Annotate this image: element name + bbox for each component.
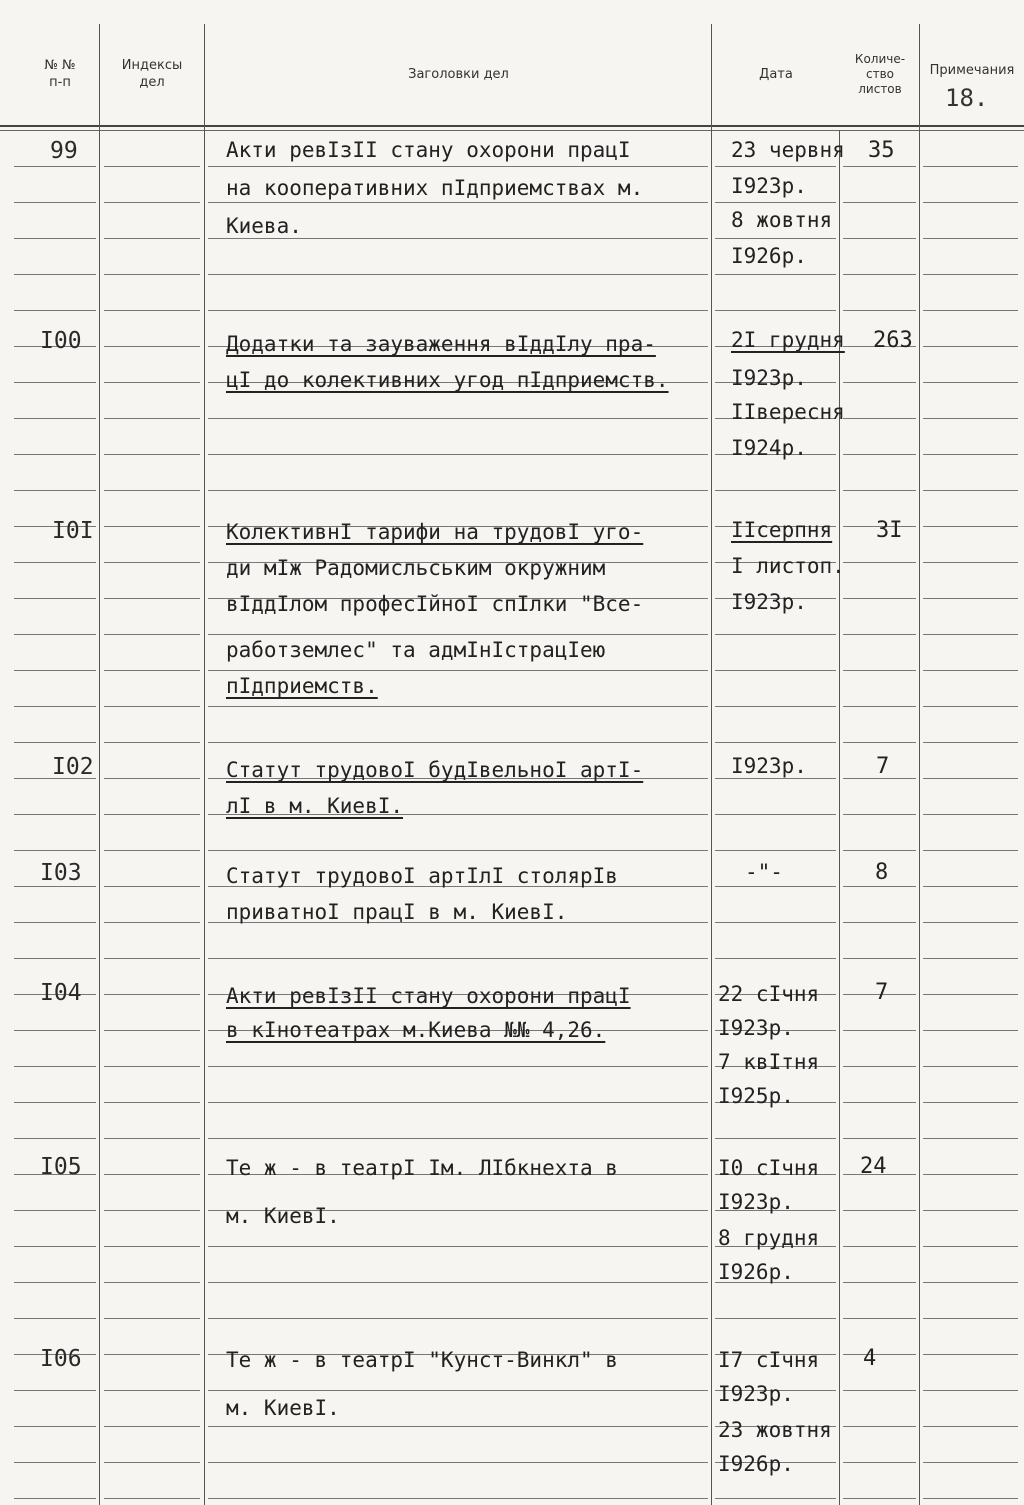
- ruled-line: [923, 1246, 1018, 1247]
- header-rule: [0, 125, 1024, 127]
- item-sheet-count: 24: [860, 1154, 887, 1179]
- ruled-line: [14, 1390, 96, 1391]
- ruled-line: [923, 1066, 1018, 1067]
- ruled-line: [208, 1498, 708, 1499]
- ruled-line: [923, 526, 1018, 527]
- column-divider: [204, 24, 205, 1505]
- ruled-line: [923, 1030, 1018, 1031]
- item-title-line: Додатки та зауваження вIддIлу пра-: [226, 332, 656, 356]
- item-title-line: Статут трудовоI будIвельноI артI-: [226, 758, 644, 782]
- item-title-line: м. КиевI.: [226, 1396, 340, 1420]
- ruled-line: [104, 1066, 200, 1067]
- ruled-line: [843, 1498, 916, 1499]
- header-notes: Примечания: [929, 63, 1015, 78]
- ruled-line: [104, 238, 200, 239]
- ruled-line: [715, 238, 836, 239]
- item-title-line: пIдприемств.: [226, 674, 378, 698]
- ruled-line: [923, 274, 1018, 275]
- ruled-line: [14, 274, 96, 275]
- item-sheet-count: 263: [873, 328, 913, 353]
- item-sheet-count: 7: [876, 754, 890, 779]
- ruled-line: [923, 1354, 1018, 1355]
- ruled-line: [208, 958, 708, 959]
- ruled-line: [208, 706, 708, 707]
- item-date-line: I926р.: [718, 1260, 794, 1284]
- item-number: 99: [50, 138, 78, 164]
- ruled-line: [843, 886, 916, 887]
- ruled-line: [843, 1246, 916, 1247]
- ruled-line: [104, 1498, 200, 1499]
- item-date-line: I925р.: [718, 1084, 794, 1108]
- ruled-line: [208, 1426, 708, 1427]
- ruled-line: [104, 886, 200, 887]
- ruled-line: [104, 1210, 200, 1211]
- ruled-line: [843, 1030, 916, 1031]
- item-title-line: м. КиевI.: [226, 1204, 340, 1228]
- ruled-line: [14, 814, 96, 815]
- item-date-line: I листоп.: [731, 554, 845, 578]
- ruled-line: [104, 598, 200, 599]
- ruled-line: [843, 1462, 916, 1463]
- ruled-line: [14, 1426, 96, 1427]
- item-date-line: 7 квIтня: [718, 1050, 820, 1074]
- column-divider: [919, 24, 920, 1505]
- ruled-line: [14, 1138, 96, 1139]
- ruled-line: [104, 778, 200, 779]
- ruled-line: [14, 706, 96, 707]
- ruled-line: [843, 634, 916, 635]
- ruled-line: [208, 1246, 708, 1247]
- item-date-line: I924р.: [731, 436, 807, 460]
- item-date-line: I926р.: [718, 1452, 794, 1476]
- ruled-line: [843, 814, 916, 815]
- item-title-line: лI в м. КиевI.: [226, 794, 404, 818]
- ruled-line: [843, 1426, 916, 1427]
- ruled-line: [104, 1318, 200, 1319]
- ruled-line: [104, 1174, 200, 1175]
- ruled-line: [14, 1498, 96, 1499]
- ruled-line: [923, 742, 1018, 743]
- ruled-line: [208, 1138, 708, 1139]
- item-sheet-count: 8: [875, 860, 889, 885]
- ruled-line: [14, 1210, 96, 1211]
- item-date-line: I926р.: [731, 244, 807, 268]
- ruled-line: [715, 634, 836, 635]
- ruled-line: [208, 1462, 708, 1463]
- ruled-line: [208, 1318, 708, 1319]
- ruled-line: [14, 490, 96, 491]
- ruled-line: [208, 418, 708, 419]
- ruled-line: [104, 490, 200, 491]
- ruled-line: [208, 274, 708, 275]
- ruled-line: [923, 598, 1018, 599]
- item-title-line: Акти ревIзII стану охорони працI: [226, 984, 631, 1008]
- ruled-line: [843, 742, 916, 743]
- ruled-line: [104, 1462, 200, 1463]
- item-date-line: IIсерпня: [731, 518, 833, 542]
- ruled-line: [923, 994, 1018, 995]
- ruled-line: [715, 490, 836, 491]
- item-title-line: Киева.: [226, 214, 302, 238]
- ruled-line: [715, 742, 836, 743]
- item-date-line: I923р.: [718, 1190, 794, 1214]
- ruled-line: [104, 958, 200, 959]
- ruled-line: [843, 598, 916, 599]
- ruled-line: [14, 958, 96, 959]
- ruled-line: [715, 1138, 836, 1139]
- ruled-line: [104, 1138, 200, 1139]
- item-title-line: ди мIж Радомисльським окружним: [226, 556, 606, 580]
- ruled-line: [14, 382, 96, 383]
- table-header: [0, 24, 1024, 124]
- ruled-line: [14, 454, 96, 455]
- ruled-line: [923, 1210, 1018, 1211]
- ruled-line: [923, 346, 1018, 347]
- item-title-line: цI до колективних угод пIдприемств.: [226, 368, 669, 392]
- ruled-line: [843, 166, 916, 167]
- ruled-line: [104, 418, 200, 419]
- ruled-line: [715, 670, 836, 671]
- ruled-line: [14, 562, 96, 563]
- ruled-line: [715, 814, 836, 815]
- ruled-line: [843, 1282, 916, 1283]
- ruled-line: [104, 634, 200, 635]
- ruled-line: [14, 670, 96, 671]
- ruled-line: [715, 850, 836, 851]
- ruled-line: [843, 238, 916, 239]
- ruled-line: [843, 1102, 916, 1103]
- ruled-line: [923, 1138, 1018, 1139]
- ruled-line: [208, 1282, 708, 1283]
- ruled-line: [14, 1066, 96, 1067]
- ruled-line: [104, 922, 200, 923]
- ruled-line: [843, 562, 916, 563]
- ruled-line: [923, 418, 1018, 419]
- ruled-line: [923, 778, 1018, 779]
- header-number: № № п-п: [44, 58, 76, 90]
- ruled-line: [104, 526, 200, 527]
- ruled-line: [843, 1210, 916, 1211]
- ruled-line: [104, 1246, 200, 1247]
- ruled-line: [208, 670, 708, 671]
- ruled-line: [104, 454, 200, 455]
- ruled-line: [208, 634, 708, 635]
- item-number: I02: [52, 754, 94, 780]
- ruled-line: [923, 382, 1018, 383]
- ruled-line: [14, 1282, 96, 1283]
- ruled-line: [923, 1498, 1018, 1499]
- item-sheet-count: 3I: [876, 518, 903, 543]
- item-number: I0I: [52, 518, 94, 544]
- ruled-line: [923, 922, 1018, 923]
- ruled-line: [104, 1390, 200, 1391]
- item-sheet-count: 7: [875, 980, 889, 1005]
- ruled-line: [923, 1462, 1018, 1463]
- ruled-line: [843, 670, 916, 671]
- ruled-line: [208, 742, 708, 743]
- item-date-line: 23 червня: [731, 138, 845, 162]
- item-date-line: I0 сIчня: [718, 1156, 820, 1180]
- ruled-line: [104, 310, 200, 311]
- ruled-line: [843, 1138, 916, 1139]
- item-date-line: 2I грудня: [731, 328, 845, 352]
- ruled-line: [843, 958, 916, 959]
- ruled-line: [715, 202, 836, 203]
- item-date-line: 22 сIчня: [718, 982, 820, 1006]
- item-date-line: -"-: [745, 860, 783, 884]
- ruled-line: [104, 166, 200, 167]
- ruled-line: [715, 922, 836, 923]
- ruled-line: [104, 742, 200, 743]
- ruled-line: [104, 814, 200, 815]
- ruled-line: [923, 310, 1018, 311]
- item-date-line: I923р.: [731, 366, 807, 390]
- ruled-line: [843, 418, 916, 419]
- ruled-line: [715, 706, 836, 707]
- ruled-line: [14, 1462, 96, 1463]
- item-title-line: работземлес" та адмIнIстрацIею: [226, 638, 606, 662]
- item-number: I06: [40, 1346, 82, 1372]
- item-date-line: I923р.: [731, 174, 807, 198]
- item-title-line: Те ж - в театрI Iм. ЛIбкнехта в: [226, 1156, 618, 1180]
- header-rule-thin: [0, 130, 1024, 131]
- ruled-line: [715, 310, 836, 311]
- item-date-line: 8 жовтня: [731, 208, 833, 232]
- item-title-line: в кIнотеатрах м.Киева №№ 4,26.: [226, 1018, 606, 1042]
- sheet-number: 18.: [945, 84, 989, 112]
- ruled-line: [14, 922, 96, 923]
- ruled-line: [843, 1066, 916, 1067]
- ruled-line: [843, 310, 916, 311]
- item-number: I03: [40, 860, 82, 886]
- column-divider: [711, 24, 712, 1505]
- ruled-line: [923, 454, 1018, 455]
- ruled-line: [104, 1030, 200, 1031]
- ruled-line: [208, 454, 708, 455]
- ruled-line: [923, 886, 1018, 887]
- ruled-line: [14, 1246, 96, 1247]
- ruled-line: [104, 562, 200, 563]
- ruled-line: [715, 274, 836, 275]
- ruled-line: [923, 958, 1018, 959]
- item-date-line: 23 жовтня: [718, 1418, 832, 1442]
- ruled-line: [208, 1066, 708, 1067]
- item-number: I05: [40, 1154, 82, 1180]
- ruled-line: [208, 490, 708, 491]
- ruled-line: [843, 1354, 916, 1355]
- ruled-line: [843, 850, 916, 851]
- ruled-line: [923, 1282, 1018, 1283]
- ruled-line: [14, 886, 96, 887]
- header-index: Индексы дел: [121, 58, 183, 90]
- ruled-line: [843, 1390, 916, 1391]
- ruled-line: [923, 490, 1018, 491]
- item-date-line: I923р.: [731, 754, 807, 778]
- column-divider: [99, 24, 100, 1505]
- ruled-line: [843, 454, 916, 455]
- ruled-line: [14, 742, 96, 743]
- item-date-line: IIвересня: [731, 400, 845, 424]
- item-title-line: на кооперативних пIдприемствах м.: [226, 176, 644, 200]
- ruled-line: [208, 166, 708, 167]
- ruled-line: [923, 814, 1018, 815]
- item-date-line: 8 грудня: [718, 1226, 820, 1250]
- ruled-line: [104, 382, 200, 383]
- ruled-line: [208, 1102, 708, 1103]
- ruled-line: [715, 778, 836, 779]
- ruled-line: [923, 562, 1018, 563]
- ruled-line: [923, 1390, 1018, 1391]
- ruled-line: [208, 238, 708, 239]
- item-title-line: приватноI працI в м. КиевI.: [226, 900, 568, 924]
- ruled-line: [843, 202, 916, 203]
- ruled-line: [104, 1282, 200, 1283]
- ruled-line: [923, 1318, 1018, 1319]
- ruled-line: [923, 238, 1018, 239]
- item-sheet-count: 35: [868, 138, 895, 163]
- ruled-line: [208, 310, 708, 311]
- ruled-line: [208, 850, 708, 851]
- ruled-line: [14, 1102, 96, 1103]
- ruled-line: [14, 202, 96, 203]
- item-date-line: I7 сIчня: [718, 1348, 820, 1372]
- ruled-line: [923, 634, 1018, 635]
- ruled-line: [104, 274, 200, 275]
- ruled-line: [923, 670, 1018, 671]
- ruled-line: [923, 202, 1018, 203]
- ruled-line: [104, 1102, 200, 1103]
- ruled-line: [104, 202, 200, 203]
- ruled-line: [923, 850, 1018, 851]
- item-date-line: I923р.: [718, 1016, 794, 1040]
- ruled-line: [715, 166, 836, 167]
- ruled-line: [14, 238, 96, 239]
- item-title-line: Акти ревIзII стану охорони працI: [226, 138, 631, 162]
- ruled-line: [104, 850, 200, 851]
- ruled-line: [14, 310, 96, 311]
- ruled-line: [208, 202, 708, 203]
- ruled-line: [104, 346, 200, 347]
- ruled-line: [715, 886, 836, 887]
- ruled-line: [14, 598, 96, 599]
- ruled-line: [104, 670, 200, 671]
- ruled-line: [923, 706, 1018, 707]
- ruled-line: [843, 490, 916, 491]
- ruled-line: [923, 1102, 1018, 1103]
- ruled-line: [843, 382, 916, 383]
- item-title-line: Статут трудовоI артIлI столярIв: [226, 864, 618, 888]
- ruled-line: [715, 958, 836, 959]
- item-title-line: КолективнI тарифи на трудовI уго-: [226, 520, 644, 544]
- item-sheet-count: 4: [863, 1346, 877, 1371]
- ruled-line: [14, 850, 96, 851]
- item-title-line: Те ж - в театрI "Кунст-Винкл" в: [226, 1348, 618, 1372]
- ruled-line: [208, 1390, 708, 1391]
- ruled-line: [715, 1318, 836, 1319]
- ruled-line: [14, 634, 96, 635]
- ruled-line: [14, 166, 96, 167]
- ruled-line: [923, 1426, 1018, 1427]
- ruled-line: [14, 418, 96, 419]
- ruled-line: [104, 706, 200, 707]
- ruled-line: [104, 1426, 200, 1427]
- ruled-line: [923, 1174, 1018, 1175]
- ruled-line: [14, 1318, 96, 1319]
- ruled-line: [715, 1498, 836, 1499]
- header-titles: Заголовки дел: [408, 66, 509, 82]
- ruled-line: [843, 274, 916, 275]
- ruled-line: [843, 706, 916, 707]
- item-date-line: I923р.: [731, 590, 807, 614]
- item-number: I04: [40, 980, 82, 1006]
- header-date: Дата: [759, 66, 793, 82]
- ruled-line: [923, 166, 1018, 167]
- item-date-line: I923р.: [718, 1382, 794, 1406]
- item-title-line: вIддIлом професIйноI спIлки "Все-: [226, 592, 644, 616]
- header-sheet-count: Количе- ство листов: [854, 51, 906, 96]
- ruled-line: [843, 922, 916, 923]
- ruled-line: [104, 1354, 200, 1355]
- ruled-line: [14, 1030, 96, 1031]
- ruled-line: [843, 1318, 916, 1319]
- item-number: I00: [40, 328, 82, 354]
- ruled-line: [104, 994, 200, 995]
